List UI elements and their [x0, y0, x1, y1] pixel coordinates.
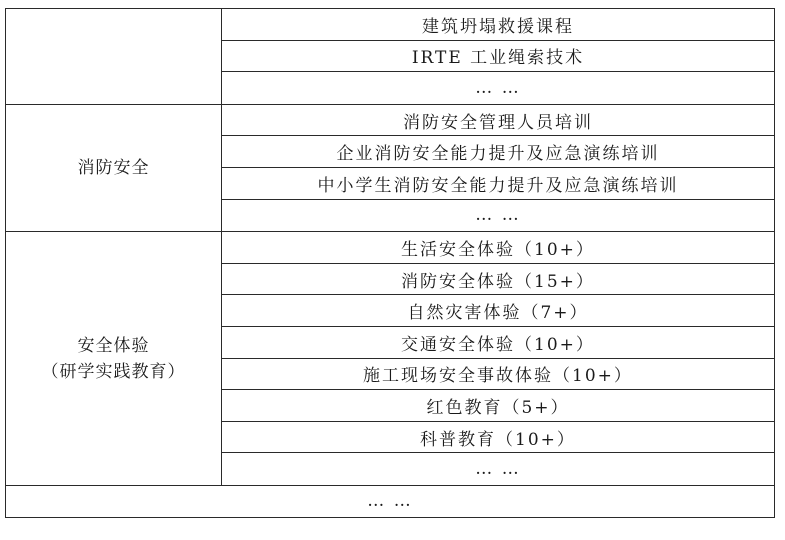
table-row: 自然灾害体验（7+） [222, 295, 774, 327]
item-list [222, 9, 774, 104]
item-list [222, 232, 774, 485]
table-row: 交通安全体验（10+） [222, 327, 774, 359]
course-table [5, 8, 775, 518]
category-cell [6, 9, 222, 104]
table-final-row: … … [367, 491, 413, 512]
table-group-fire-safety [6, 105, 774, 232]
table-row: … … [475, 77, 521, 98]
table-group-rescue [6, 9, 774, 105]
table-row: 红色教育（5+） [222, 390, 774, 422]
table-group-safety-experience [6, 232, 774, 486]
table-row: 消防安全管理人员培训 [222, 105, 774, 137]
category-cell [6, 232, 222, 485]
table-row: … … [475, 205, 521, 226]
table-row: 中小学生消防安全能力提升及应急演练培训 [222, 168, 774, 200]
table-row: 企业消防安全能力提升及应急演练培训 [222, 136, 774, 168]
table-row: 建筑坍塌救援课程 [222, 9, 774, 41]
table-row: 科普教育（10+） [222, 422, 774, 454]
table-row: 生活安全体验（10+） [222, 232, 774, 264]
table-row: IRTE 工业绳索技术 [222, 41, 774, 73]
table-row: 消防安全体验（15+） [222, 264, 774, 296]
category-cell [6, 105, 222, 231]
category-label: 消防安全 [77, 157, 150, 178]
category-label: 安全体验 [77, 335, 150, 356]
item-list [222, 105, 774, 231]
table-row: 施工现场安全事故体验（10+） [222, 359, 774, 391]
category-sublabel: （研学实践教育） [41, 361, 186, 382]
table-row: … … [475, 459, 521, 480]
